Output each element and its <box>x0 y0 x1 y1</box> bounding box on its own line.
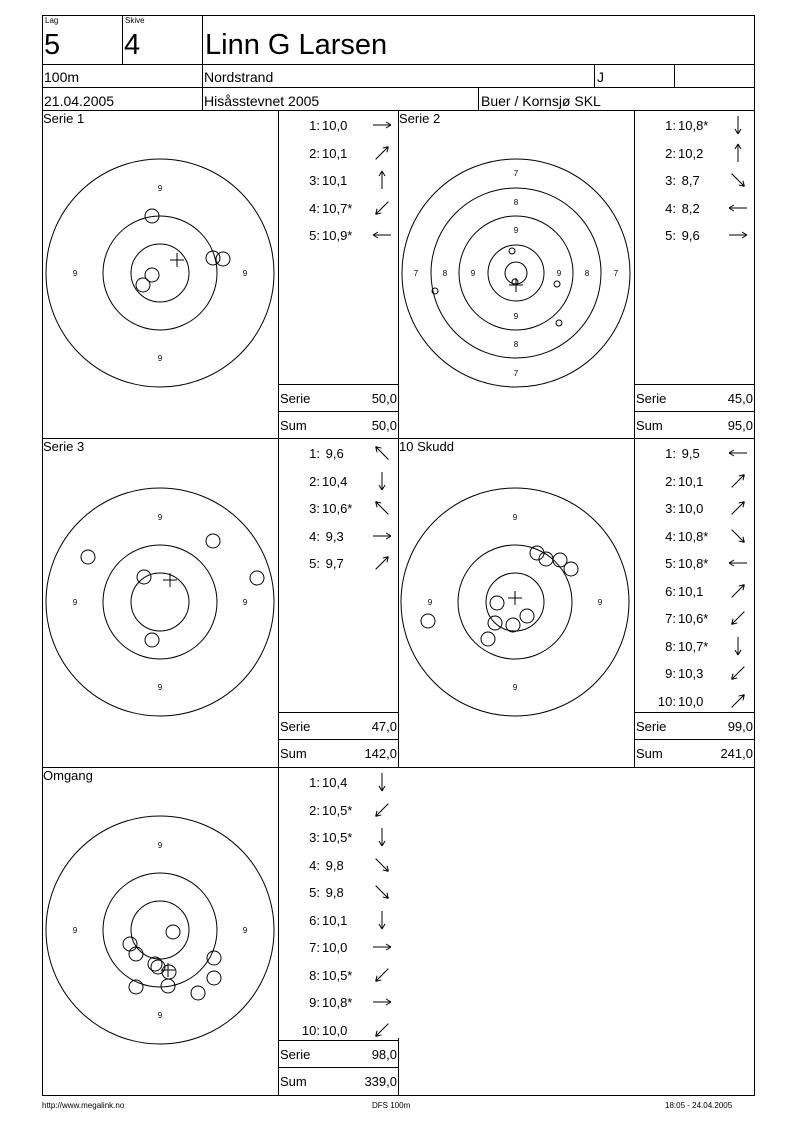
shot-hole <box>145 633 159 647</box>
shot-value: 10,5* <box>322 802 353 818</box>
shot-number: 4: <box>309 200 320 216</box>
direction-arrow-icon <box>371 142 393 164</box>
shot-number: 4: <box>309 857 320 873</box>
direction-arrow-icon <box>727 662 749 684</box>
direction-arrow-icon <box>727 497 749 519</box>
shot-value: 9,7 <box>322 556 344 571</box>
direction-arrow-icon <box>371 964 393 986</box>
serie-label: Serie <box>636 719 667 734</box>
totals-box <box>278 384 399 438</box>
ring-number-label: 9 <box>72 598 78 607</box>
shooting-target <box>40 482 280 722</box>
direction-arrow-icon <box>371 991 393 1013</box>
shot-hole <box>421 614 435 628</box>
direction-arrow-icon <box>371 442 393 464</box>
group-center-cross <box>508 591 522 605</box>
target-ring <box>131 573 189 631</box>
panel-title: Serie 2 <box>399 111 441 126</box>
shot-row <box>634 146 754 166</box>
shot-hole <box>554 281 560 287</box>
shot-row <box>278 201 398 221</box>
shot-number: 7: <box>665 611 676 626</box>
direction-arrow-icon <box>727 690 749 712</box>
direction-arrow-icon <box>371 197 393 219</box>
shot-row <box>278 885 398 905</box>
shot-value: 8,7 <box>678 173 700 188</box>
direction-arrow-icon <box>727 114 749 136</box>
shot-number: 6: <box>665 583 676 599</box>
ring-number-label: 7 <box>513 169 519 178</box>
venue-name: Buer / Kornsjø SKL <box>481 93 601 109</box>
shooting-target <box>40 810 280 1050</box>
direction-arrow-icon <box>727 169 749 191</box>
sum-label: Sum <box>636 418 663 433</box>
shot-value: 9,8 <box>322 857 344 873</box>
footer-title: DFS 100m <box>372 1101 411 1110</box>
shot-row <box>278 995 398 1015</box>
ring-number-label: 9 <box>512 513 518 522</box>
shot-number: 8: <box>665 638 676 654</box>
shot-number: 4: <box>309 528 320 544</box>
ring-number-label: 8 <box>513 340 519 349</box>
ring-number-label: 9 <box>157 683 163 692</box>
shot-row <box>634 474 754 494</box>
shot-value: 10,6* <box>322 501 353 516</box>
shot-row <box>278 968 398 988</box>
sum-total: 50,0 <box>371 418 397 433</box>
target-ring <box>488 245 544 301</box>
shot-number: 1: <box>665 118 676 133</box>
serie-label: Serie <box>280 719 311 734</box>
lag-label: Lag <box>45 16 59 25</box>
panel-title: Omgang <box>43 768 93 783</box>
shot-number: 6: <box>309 912 320 928</box>
sum-label: Sum <box>280 1074 307 1089</box>
ring-number-label: 9 <box>597 598 603 607</box>
shot-hole <box>151 960 165 974</box>
shot-number: 2: <box>665 145 676 161</box>
direction-arrow-icon <box>371 771 393 793</box>
shot-value: 10,0 <box>322 118 348 133</box>
shot-number: 2: <box>309 473 320 489</box>
shooting-target <box>395 482 635 722</box>
shot-value: 10,7* <box>322 200 353 216</box>
shot-number: 3: <box>665 173 676 188</box>
shot-row <box>278 474 398 494</box>
direction-arrow-icon <box>371 936 393 958</box>
shot-row <box>634 446 754 466</box>
shot-row <box>634 639 754 659</box>
shot-hole <box>490 596 504 610</box>
shot-value: 9,5 <box>678 446 700 461</box>
shot-hole <box>520 609 534 623</box>
shot-number: 2: <box>665 473 676 489</box>
ring-number-label: 9 <box>157 841 163 850</box>
shot-number: 5: <box>309 556 320 571</box>
direction-arrow-icon <box>727 442 749 464</box>
shot-value: 10,7* <box>678 638 709 654</box>
shooter-name: Linn G Larsen <box>205 29 388 61</box>
serie-label: Serie <box>280 391 311 406</box>
shot-number: 2: <box>309 802 320 818</box>
shot-hole <box>564 562 578 576</box>
target-ring <box>46 488 274 716</box>
totals-box <box>278 712 399 766</box>
direction-arrow-icon <box>727 552 749 574</box>
shot-row <box>278 556 398 576</box>
skive-value: 4 <box>124 29 141 61</box>
shot-value: 10,1 <box>322 145 348 161</box>
shot-hole <box>250 571 264 585</box>
totals-box <box>278 1040 399 1094</box>
shot-row <box>278 501 398 521</box>
serie-label: Serie <box>636 391 667 406</box>
shot-number: 8: <box>309 967 320 983</box>
sum-total: 241,0 <box>720 746 753 761</box>
shot-value: 10,0 <box>678 501 704 516</box>
serie-total: 50,0 <box>371 391 397 406</box>
group-center-cross <box>163 573 177 587</box>
shot-value: 10,1 <box>322 912 348 928</box>
direction-arrow-icon <box>371 826 393 848</box>
shot-number: 1: <box>309 775 320 790</box>
shot-value: 9,6 <box>678 228 700 243</box>
shot-value: 10,0 <box>322 1022 348 1038</box>
direction-arrow-icon <box>371 909 393 931</box>
shot-value: 10,8* <box>678 118 709 133</box>
shot-row <box>278 775 398 795</box>
shot-value: 10,1 <box>678 583 704 599</box>
panel-title: Serie 1 <box>43 111 85 126</box>
shot-hole <box>162 965 176 979</box>
ring-number-label: 9 <box>157 184 163 193</box>
shot-value: 9,6 <box>322 446 344 461</box>
shot-value: 10,4 <box>322 473 348 489</box>
shot-number: 10: <box>657 693 676 709</box>
shot-value: 10,8* <box>678 556 709 571</box>
shot-value: 10,3 <box>678 666 704 681</box>
shot-number: 9: <box>309 995 320 1010</box>
direction-arrow-icon <box>727 197 749 219</box>
shot-row <box>278 803 398 823</box>
direction-arrow-icon <box>727 607 749 629</box>
target-ring <box>103 873 217 987</box>
club-name: Nordstrand <box>204 69 274 85</box>
shot-value: 8,2 <box>678 200 700 216</box>
direction-arrow-icon <box>371 799 393 821</box>
direction-arrow-icon <box>371 224 393 246</box>
shot-hole <box>81 550 95 564</box>
direction-arrow-icon <box>727 580 749 602</box>
shooting-target <box>396 153 636 393</box>
shot-row <box>634 501 754 521</box>
ring-number-label: 9 <box>157 354 163 363</box>
skive-label: Skive <box>125 16 145 25</box>
ring-number-label: 9 <box>242 269 248 278</box>
shot-hole <box>556 320 562 326</box>
target-ring <box>103 545 217 659</box>
sum-total: 95,0 <box>727 418 753 433</box>
date: 21.04.2005 <box>44 93 115 109</box>
direction-arrow-icon <box>371 552 393 574</box>
shot-number: 5: <box>309 885 320 900</box>
shot-row <box>634 118 754 138</box>
ring-number-label: 7 <box>413 269 419 278</box>
shot-hole <box>509 248 515 254</box>
ring-number-label: 9 <box>157 513 163 522</box>
serie-total: 45,0 <box>727 391 753 406</box>
shot-row <box>278 118 398 138</box>
direction-arrow-icon <box>371 854 393 876</box>
shot-hole <box>129 947 143 961</box>
panel-title: 10 Skudd <box>399 439 454 454</box>
ring-number-label: 7 <box>513 369 519 378</box>
shot-value: 10,4 <box>322 775 348 790</box>
shot-row <box>634 173 754 193</box>
class-code: J <box>597 69 604 85</box>
ring-number-label: 7 <box>613 269 619 278</box>
shooting-target <box>40 153 280 393</box>
direction-arrow-icon <box>727 525 749 547</box>
shot-number: 5: <box>309 228 320 243</box>
direction-arrow-icon <box>371 881 393 903</box>
shot-value: 10,2 <box>678 145 704 161</box>
shot-value: 10,0 <box>678 693 704 709</box>
shot-hole <box>506 618 520 632</box>
target-ring <box>402 159 630 387</box>
group-center-cross <box>170 253 184 267</box>
shot-number: 3: <box>309 501 320 516</box>
direction-arrow-icon <box>727 142 749 164</box>
event-name: Hisåsstevnet 2005 <box>204 93 320 109</box>
ring-number-label: 9 <box>470 269 476 278</box>
ring-number-label: 8 <box>584 269 590 278</box>
shot-row <box>278 228 398 248</box>
totals-box <box>634 384 755 438</box>
shot-value: 10,8* <box>322 995 353 1010</box>
distance: 100m <box>44 69 80 85</box>
ring-number-label: 9 <box>157 1011 163 1020</box>
shot-row <box>278 940 398 960</box>
sum-label: Sum <box>636 746 663 761</box>
shot-number: 5: <box>665 556 676 571</box>
direction-arrow-icon <box>727 470 749 492</box>
shot-number: 3: <box>665 501 676 516</box>
direction-arrow-icon <box>371 114 393 136</box>
shot-row <box>278 173 398 193</box>
ring-number-label: 9 <box>242 598 248 607</box>
target-ring <box>103 216 217 330</box>
shot-row <box>278 830 398 850</box>
target-ring <box>131 244 189 302</box>
direction-arrow-icon <box>371 470 393 492</box>
group-center-cross <box>509 278 523 292</box>
shot-number: 4: <box>665 528 676 544</box>
target-ring <box>46 816 274 1044</box>
target-ring <box>431 188 601 358</box>
lag-value: 5 <box>44 29 61 61</box>
shot-number: 10: <box>301 1022 320 1038</box>
sum-total: 339,0 <box>364 1074 397 1089</box>
ring-number-label: 9 <box>242 926 248 935</box>
shot-value: 10,1 <box>322 173 348 188</box>
shot-hole <box>137 570 151 584</box>
shot-row <box>634 584 754 604</box>
shot-hole <box>481 632 495 646</box>
shot-number: 3: <box>309 830 320 845</box>
ring-number-label: 9 <box>72 269 78 278</box>
target-ring <box>46 159 274 387</box>
target-ring <box>131 901 189 959</box>
shot-row <box>634 694 754 714</box>
shot-row <box>278 446 398 466</box>
serie-label: Serie <box>280 1047 311 1062</box>
shot-value: 10,5* <box>322 830 353 845</box>
serie-total: 99,0 <box>727 719 753 734</box>
shot-number: 1: <box>665 446 676 461</box>
ring-number-label: 8 <box>442 269 448 278</box>
direction-arrow-icon <box>371 525 393 547</box>
footer-url[interactable]: http://www.megalink.no <box>42 1101 125 1110</box>
shot-hole <box>216 252 230 266</box>
ring-number-label: 9 <box>512 683 518 692</box>
sum-label: Sum <box>280 746 307 761</box>
shot-value: 10,1 <box>678 473 704 489</box>
shot-value: 9,8 <box>322 885 344 900</box>
shot-row <box>634 611 754 631</box>
sum-total: 142,0 <box>364 746 397 761</box>
direction-arrow-icon <box>371 1019 393 1041</box>
direction-arrow-icon <box>727 635 749 657</box>
footer-timestamp: 18:05 - 24.04.2005 <box>665 1101 733 1110</box>
shot-hole <box>191 986 205 1000</box>
totals-box <box>634 712 755 766</box>
ring-number-label: 9 <box>72 926 78 935</box>
shot-row <box>634 201 754 221</box>
shot-hole <box>207 971 221 985</box>
ring-number-label: 9 <box>513 312 519 321</box>
shot-number: 4: <box>665 200 676 216</box>
shot-number: 3: <box>309 173 320 188</box>
shot-row <box>278 913 398 933</box>
shot-hole <box>166 925 180 939</box>
shot-number: 1: <box>309 118 320 133</box>
direction-arrow-icon <box>727 224 749 246</box>
sum-label: Sum <box>280 418 307 433</box>
ring-number-label: 9 <box>513 226 519 235</box>
shot-number: 5: <box>665 228 676 243</box>
shot-row <box>634 228 754 248</box>
shot-row <box>634 556 754 576</box>
ring-number-label: 8 <box>513 198 519 207</box>
shot-number: 1: <box>309 446 320 461</box>
shot-row <box>278 146 398 166</box>
shot-number: 9: <box>665 666 676 681</box>
shot-hole <box>136 278 150 292</box>
shot-value: 10,5* <box>322 967 353 983</box>
serie-total: 98,0 <box>371 1047 397 1062</box>
shot-number: 7: <box>309 940 320 955</box>
shot-number: 2: <box>309 145 320 161</box>
ring-number-label: 9 <box>427 598 433 607</box>
shot-row <box>278 529 398 549</box>
shot-row <box>634 529 754 549</box>
shot-row <box>278 858 398 878</box>
shot-value: 10,8* <box>678 528 709 544</box>
direction-arrow-icon <box>371 169 393 191</box>
shot-hole <box>206 534 220 548</box>
shot-value: 10,6* <box>678 611 709 626</box>
panel-title: Serie 3 <box>43 439 85 454</box>
shot-value: 10,9* <box>322 228 353 243</box>
shot-value: 9,3 <box>322 528 344 544</box>
shot-hole <box>148 957 162 971</box>
serie-total: 47,0 <box>371 719 397 734</box>
direction-arrow-icon <box>371 497 393 519</box>
shot-value: 10,0 <box>322 940 348 955</box>
ring-number-label: 9 <box>556 269 562 278</box>
shot-row <box>634 666 754 686</box>
